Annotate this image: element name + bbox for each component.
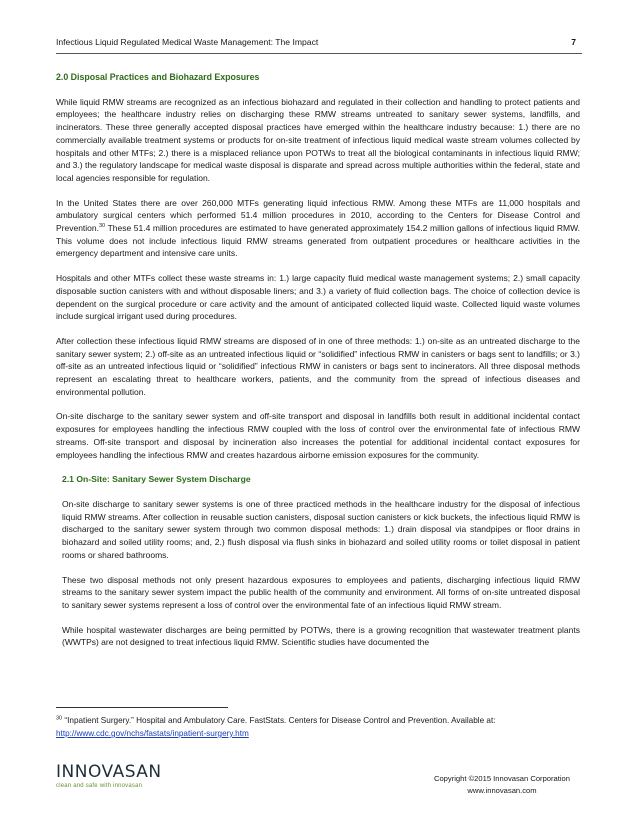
footnote-number: 30 bbox=[56, 715, 63, 722]
paragraph-text-continued: These 51.4 million procedures are estimated to have generated approximately 154.2 million gallons of infectious liquid RMW. This volume does not include infectious liquid RMW streams generated from outpatient procedures or healthcare activities in the emergency department and intensive care units. bbox=[56, 223, 580, 259]
header-title: Infectious Liquid Regulated Medical Waste Management: The Impact bbox=[56, 37, 319, 47]
paragraph: While liquid RMW streams are recognized as an infectious biohazard and regulated in their collection and handling to protect patients and employees; the healthcare industry relies on discharging these RMW streams untreated to sanitary sewer systems, landfills, and incinerators. These three generally accepted disposal practices have emerged within the healthcare industry because: 1.) there are no commercially available treatment systems or products for on-site treatment of infectious liquid medical waste stream volumes collected by hospitals and other MTFs; 2.) there is a misplaced reliance upon POTWs to treat all the biological contaminants in infectious liquid RMW; and 3.) the regulatory landscape for medical waste disposal is disparate and spread across multiple authorities within the federal, state and local agencies responsible for regulation. bbox=[56, 96, 580, 183]
paragraph-with-footnote bbox=[56, 197, 580, 261]
page-header bbox=[56, 36, 582, 54]
logo-wordmark: INNOVASAN bbox=[56, 762, 162, 782]
footnote-link[interactable]: http://www.cdc.gov/nchs/fastats/inpatient-surgery.htm bbox=[56, 729, 249, 738]
paragraph: After collection these infectious liquid RMW streams are disposed of in one of three methods: 1.) on-site as an untreated discharge to the sanitary sewer system; 2.) off-site as an untreated infectious liquid or “solidified” infectious RMW in canisters or bags sent to landfills; or 3.) off-site as an untreated infectious liquid or “solidified” infectious RMW in canisters or bags sent to incinerators. All three disposal methods represent an escalating threat to healthcare workers, patients, and the community from the spread of infectious diseases and environmental pollution. bbox=[56, 335, 580, 397]
copyright-block bbox=[422, 773, 582, 797]
footnote bbox=[56, 714, 582, 740]
section-heading: 2.0 Disposal Practices and Biohazard Exposures bbox=[56, 72, 260, 82]
paragraph-text: In the United States there are over 260,000 MTFs generating liquid infectious RMW. Among these MTFs are 11,000 hospitals and ambulatory surgical centers which performed 51.4 million procedures in 2010, according to the Centers for Disease Control and Prevention. bbox=[56, 197, 580, 234]
logo-tagline: clean and safe with innovasan bbox=[56, 783, 143, 789]
subsection-heading: 2.1 On-Site: Sanitary Sewer System Discharge bbox=[62, 474, 251, 485]
subsection-paragraph: While hospital wastewater discharges are being permitted by POTWs, there is a growing recognition that wastewater treatment plants (WWTPs) are not designed to treat infectious liquid RMW. Scientific studies have documented the bbox=[62, 624, 580, 648]
footnote-reference: 30 bbox=[99, 223, 106, 230]
page-number: 7 bbox=[571, 37, 576, 47]
subsection-paragraph: These two disposal methods not only present hazardous exposures to employees and patients, discharging infectious liquid RMW streams to the sanitary sewer system impact the public health of the community and environment. All forms of on-site untreated disposal to sanitary sewer systems represent a loss of control over the environmental fate of an infectious liquid RMW stream. bbox=[62, 574, 580, 610]
page-content bbox=[56, 71, 580, 661]
subsection-paragraph: On-site discharge to sanitary sewer systems is one of three practiced methods in the healthcare industry for the disposal of infectious liquid RMW streams. After collection in reusable suction canisters, disposal suction canisters or kick buckets, the infectious liquid RMW is discharged to the sanitary sewer system through two common disposal methods: 1.) drain disposal via standpipes or floor drains in biohazard and soiled utility rooms; and, 2.) flush disposal via flush sinks in biohazard and soiled utility rooms or toilet disposal in patient rooms or shared bathrooms. bbox=[62, 498, 580, 560]
website-text: www.innovasan.com bbox=[467, 786, 537, 795]
paragraph: On-site discharge to the sanitary sewer system and off-site transport and disposal in landfills both result in additional incidental contact exposures for employees handling the infectious RMW coupled with the loss of control over the environmental fate of infectious RMW streams. Off-site transport and disposal by incineration also increases the potential for additional incidental contact exposures for employees handling the infectious RMW and creates hazardous airborne emission exposures for the community. bbox=[56, 411, 580, 460]
paragraph: Hospitals and other MTFs collect these waste streams in: 1.) large capacity fluid medical waste management systems; 2.) small capacity disposable suction canisters with and without disposable liners; and 3.) a variety of fluid collection bags. The choice of collection device is dependent on the surgical procedure or care activity and the amount of anticipated collected liquid waste. Collected liquid waste volumes include surgical irrigant used during procedures. bbox=[56, 273, 580, 322]
copyright-text: Copyright ©2015 Innovasan Corporation bbox=[433, 774, 571, 783]
innovasan-logo bbox=[56, 762, 166, 798]
footnote-text: “Inpatient Surgery.” Hospital and Ambulatory Care. FastStats. Centers for Disease Control and Prevention. Available at: bbox=[62, 716, 496, 725]
footnote-divider bbox=[56, 707, 228, 708]
